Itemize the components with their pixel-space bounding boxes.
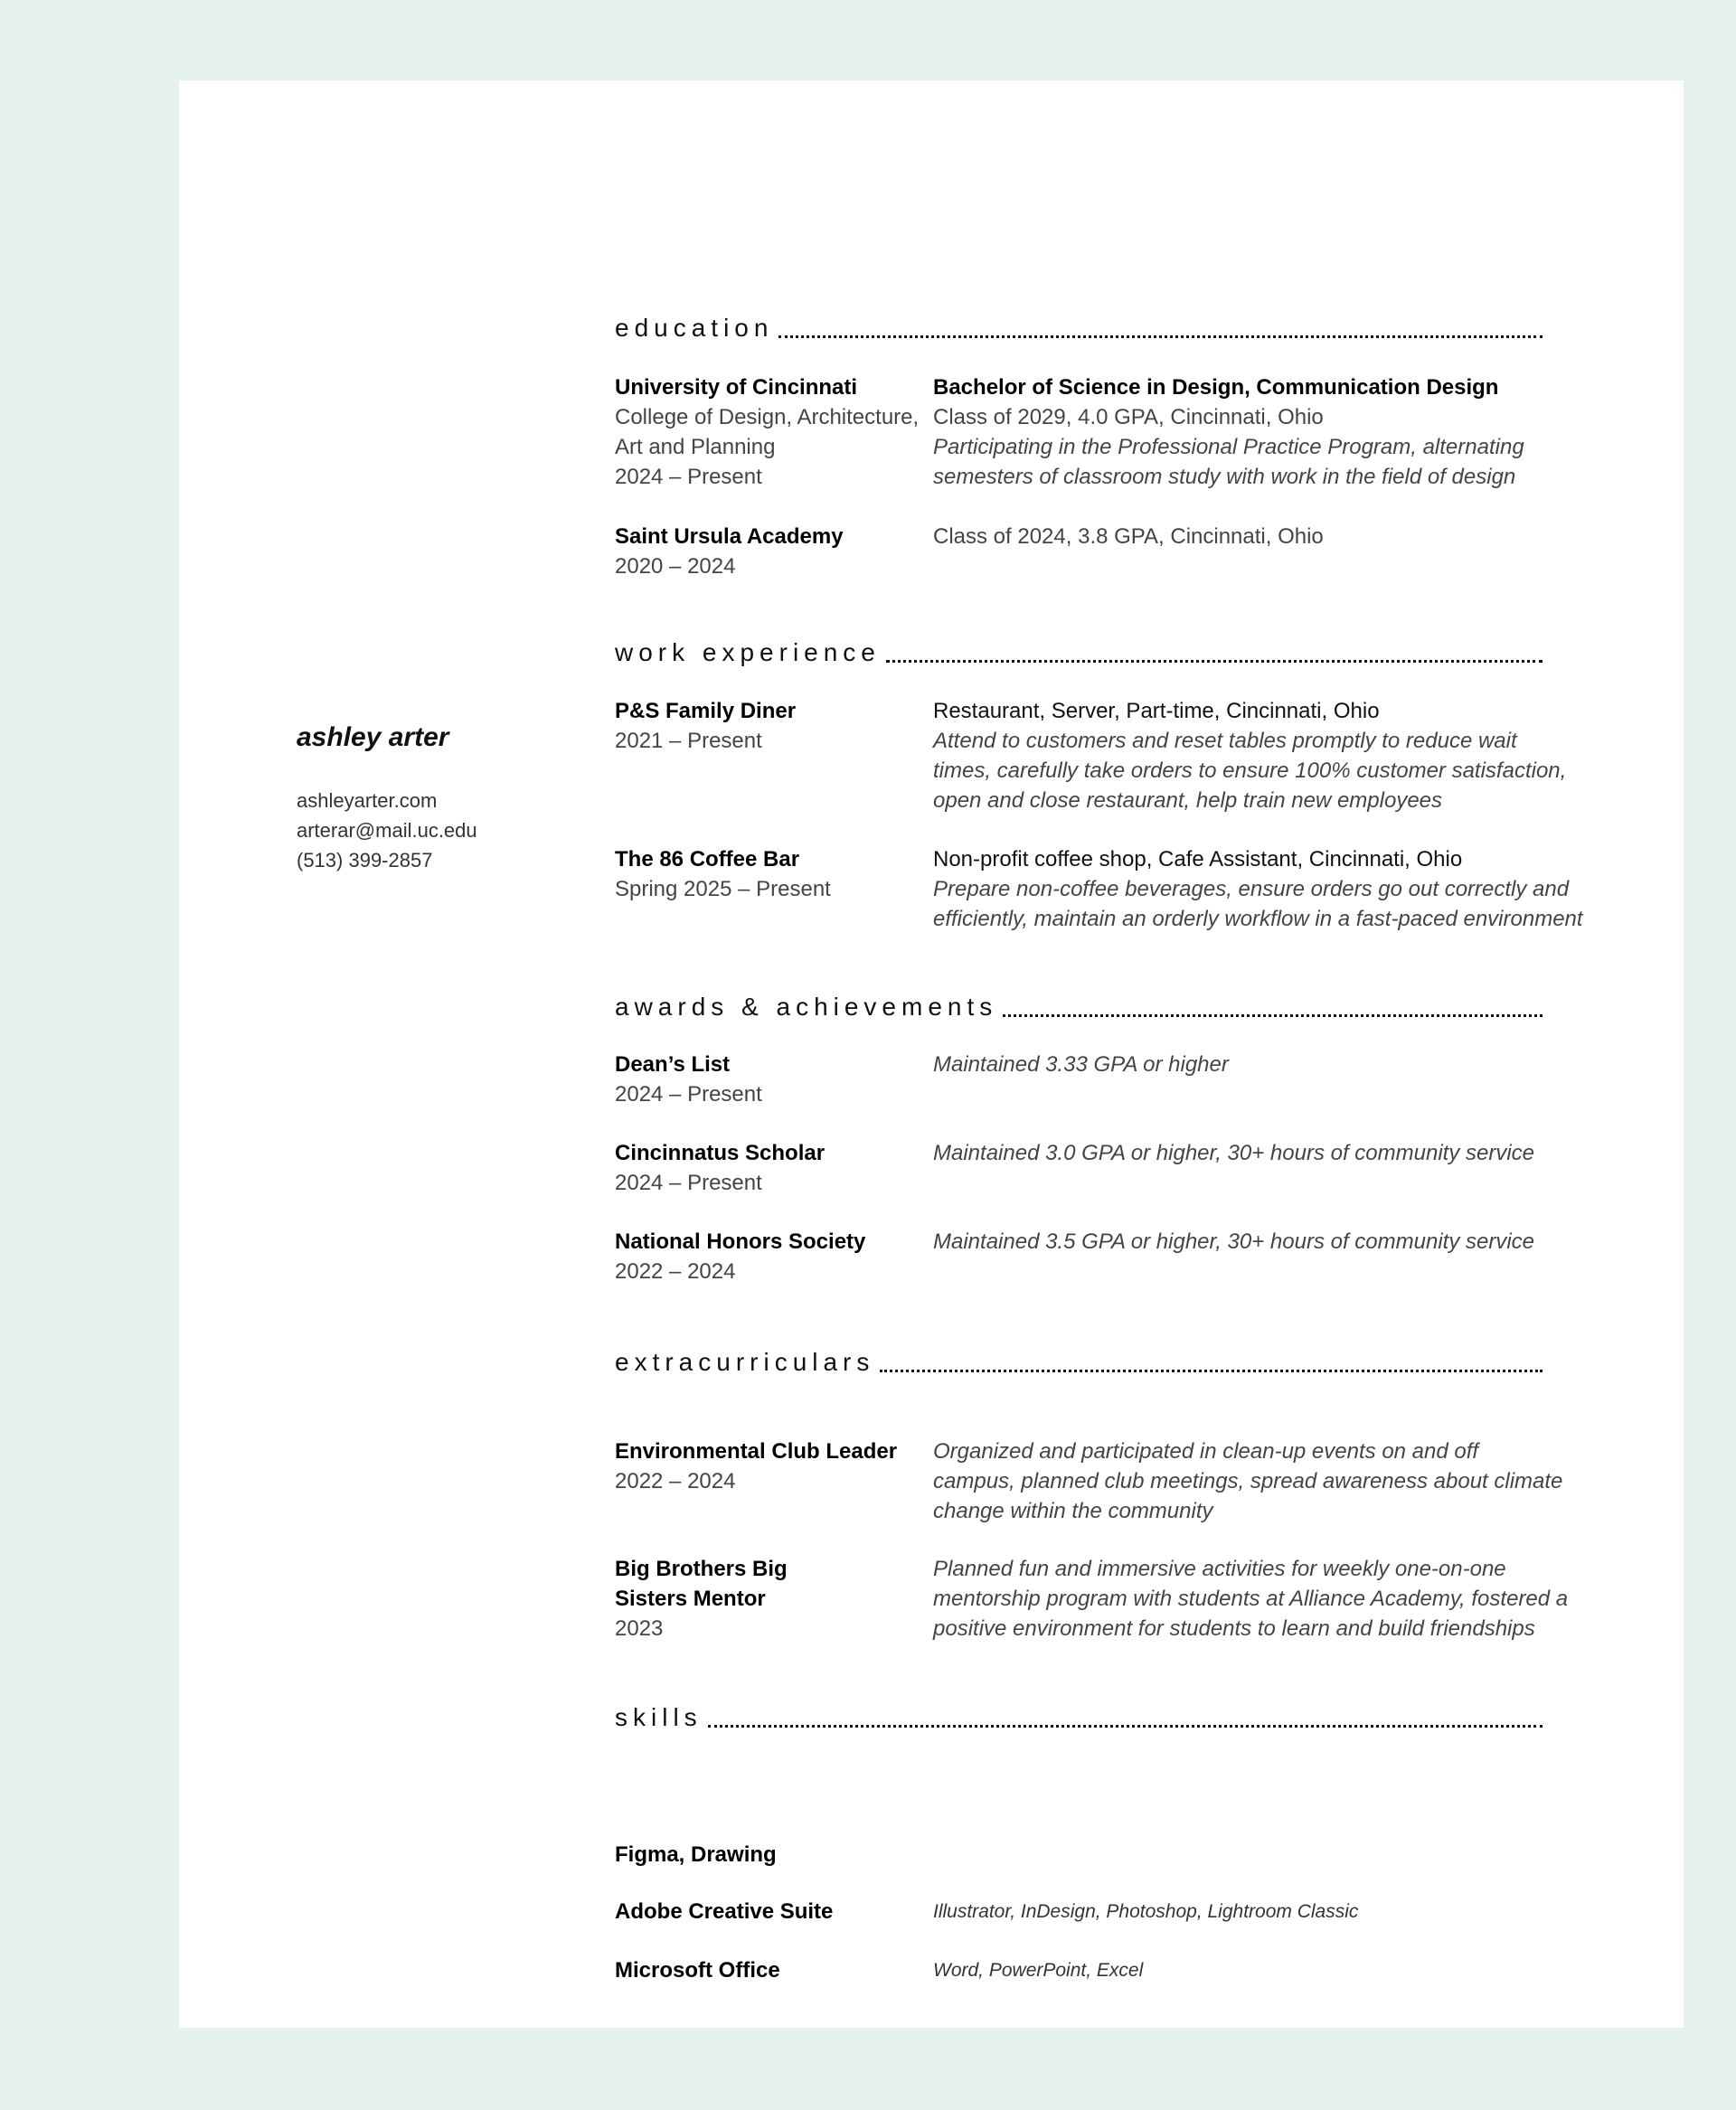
entry-right xyxy=(933,1436,1563,1526)
entry-left xyxy=(615,1436,913,1496)
awards-heading: awards & achievements xyxy=(615,993,998,1021)
entry-left xyxy=(615,696,913,756)
awards-section xyxy=(615,988,1543,1021)
entry-dates: 2020 – 2024 xyxy=(615,554,736,579)
dotted-rule xyxy=(778,335,1543,338)
entry-left xyxy=(615,1897,913,1926)
skill-name: Figma, Drawing xyxy=(615,1842,777,1867)
entry-dates: 2024 – Present xyxy=(615,465,762,489)
activity-name: Sisters Mentor xyxy=(615,1587,766,1611)
entry-right xyxy=(933,1138,1557,1168)
entry-description: positive environment for students to learn and build friendships xyxy=(933,1616,1535,1641)
entry-dates: 2024 – Present xyxy=(615,1082,762,1107)
section-heading xyxy=(615,1699,1543,1731)
website-link[interactable]: ashleyarter.com xyxy=(297,789,438,812)
entry-left xyxy=(615,844,913,904)
award-name: Dean’s List xyxy=(615,1052,731,1077)
section-heading xyxy=(615,634,1543,666)
entry-left xyxy=(615,1227,913,1286)
degree-title: Bachelor of Science in Design, Communication Design xyxy=(933,375,1499,400)
entry-description: Maintained 3.5 GPA or higher, 30+ hours of community service xyxy=(933,1229,1535,1254)
dotted-rule xyxy=(886,660,1543,663)
entry-left xyxy=(615,372,920,492)
skill-detail: Word, PowerPoint, Excel xyxy=(933,1960,1144,1981)
entry-left xyxy=(615,1138,913,1198)
entry-description: times, carefully take orders to ensure 100% customer satisfaction, xyxy=(933,758,1567,783)
entry-description: Planned fun and immersive activities for weekly one-on-one xyxy=(933,1557,1506,1581)
entry-left xyxy=(615,1955,913,1985)
org-name: Saint Ursula Academy xyxy=(615,524,844,549)
entry-description: semesters of classroom study with work in the field of design xyxy=(933,465,1516,489)
job-title: Restaurant, Server, Part-time, Cincinnati, Ohio xyxy=(933,699,1380,723)
entry-dates: 2022 – 2024 xyxy=(615,1469,736,1493)
entry-dates: 2022 – 2024 xyxy=(615,1259,736,1284)
work-section xyxy=(615,634,1543,666)
org-name: University of Cincinnati xyxy=(615,375,858,400)
entry-description: Maintained 3.0 GPA or higher, 30+ hours of community service xyxy=(933,1141,1535,1165)
entry-detail: Class of 2024, 3.8 GPA, Cincinnati, Ohio xyxy=(933,524,1324,549)
entry-detail: Class of 2029, 4.0 GPA, Cincinnati, Ohio xyxy=(933,405,1324,429)
award-name: Cincinnatus Scholar xyxy=(615,1141,826,1165)
entry-right xyxy=(933,372,1557,492)
entry-description: mentorship program with students at Alliance Academy, fostered a xyxy=(933,1587,1569,1611)
org-subtitle: College of Design, Architecture, xyxy=(615,405,920,429)
org-name: The 86 Coffee Bar xyxy=(615,847,800,871)
entry-right xyxy=(933,522,1557,551)
org-subtitle: Art and Planning xyxy=(615,435,776,459)
entry-description: Participating in the Professional Practice Program, alternating xyxy=(933,435,1524,459)
entry-right xyxy=(933,1897,1557,1926)
dotted-rule xyxy=(708,1725,1543,1728)
applicant-name: ashley arter xyxy=(297,722,449,752)
entry-description: change within the community xyxy=(933,1499,1213,1523)
extracurriculars-heading: extracurriculars xyxy=(615,1348,875,1376)
entry-dates: 2024 – Present xyxy=(615,1171,762,1195)
extracurriculars-section xyxy=(615,1343,1543,1376)
section-heading xyxy=(615,1343,1543,1376)
entry-description: campus, planned club meetings, spread awareness about climate xyxy=(933,1469,1563,1493)
resume-page xyxy=(179,80,1684,2028)
entry-dates: Spring 2025 – Present xyxy=(615,877,831,901)
education-heading: education xyxy=(615,314,774,342)
entry-left xyxy=(615,1554,913,1644)
skill-detail: Illustrator, InDesign, Photoshop, Lightroom Classic xyxy=(933,1901,1359,1922)
entry-description: open and close restaurant, help train new employees xyxy=(933,788,1443,813)
entry-description: Organized and participated in clean-up events on and off xyxy=(933,1439,1479,1464)
entry-left xyxy=(615,1840,913,1870)
job-title: Non-profit coffee shop, Cafe Assistant, Cincinnati, Ohio xyxy=(933,847,1463,871)
entry-right xyxy=(933,1554,1569,1644)
email-link[interactable]: arterar@mail.uc.edu xyxy=(297,819,477,842)
entry-right xyxy=(933,844,1583,934)
contact-info xyxy=(297,786,477,875)
award-name: National Honors Society xyxy=(615,1229,866,1254)
phone-number: (513) 399-2857 xyxy=(297,849,433,871)
dotted-rule xyxy=(880,1370,1543,1372)
skill-name: Adobe Creative Suite xyxy=(615,1899,834,1924)
entry-right xyxy=(933,1227,1557,1257)
entry-dates: 2023 xyxy=(615,1616,664,1641)
entry-right xyxy=(933,1955,1557,1985)
work-heading: work experience xyxy=(615,638,881,666)
entry-right xyxy=(933,696,1567,815)
entry-right xyxy=(933,1050,1557,1079)
skills-heading: skills xyxy=(615,1703,703,1731)
org-name: P&S Family Diner xyxy=(615,699,797,723)
education-section xyxy=(615,309,1543,342)
section-heading xyxy=(615,988,1543,1021)
entry-dates: 2021 – Present xyxy=(615,729,762,753)
skills-section xyxy=(615,1699,1543,1731)
entry-left xyxy=(615,1050,913,1109)
entry-description: Maintained 3.33 GPA or higher xyxy=(933,1052,1229,1077)
entry-description: Prepare non-coffee beverages, ensure orders go out correctly and xyxy=(933,877,1570,901)
activity-name: Environmental Club Leader xyxy=(615,1439,898,1464)
entry-description: Attend to customers and reset tables promptly to reduce wait xyxy=(933,729,1517,753)
entry-description: efficiently, maintain an orderly workflow in a fast-paced environment xyxy=(933,907,1583,931)
activity-name: Big Brothers Big xyxy=(615,1557,788,1581)
entry-left xyxy=(615,522,913,581)
dotted-rule xyxy=(1003,1014,1543,1017)
section-heading xyxy=(615,309,1543,342)
skill-name: Microsoft Office xyxy=(615,1958,780,1983)
